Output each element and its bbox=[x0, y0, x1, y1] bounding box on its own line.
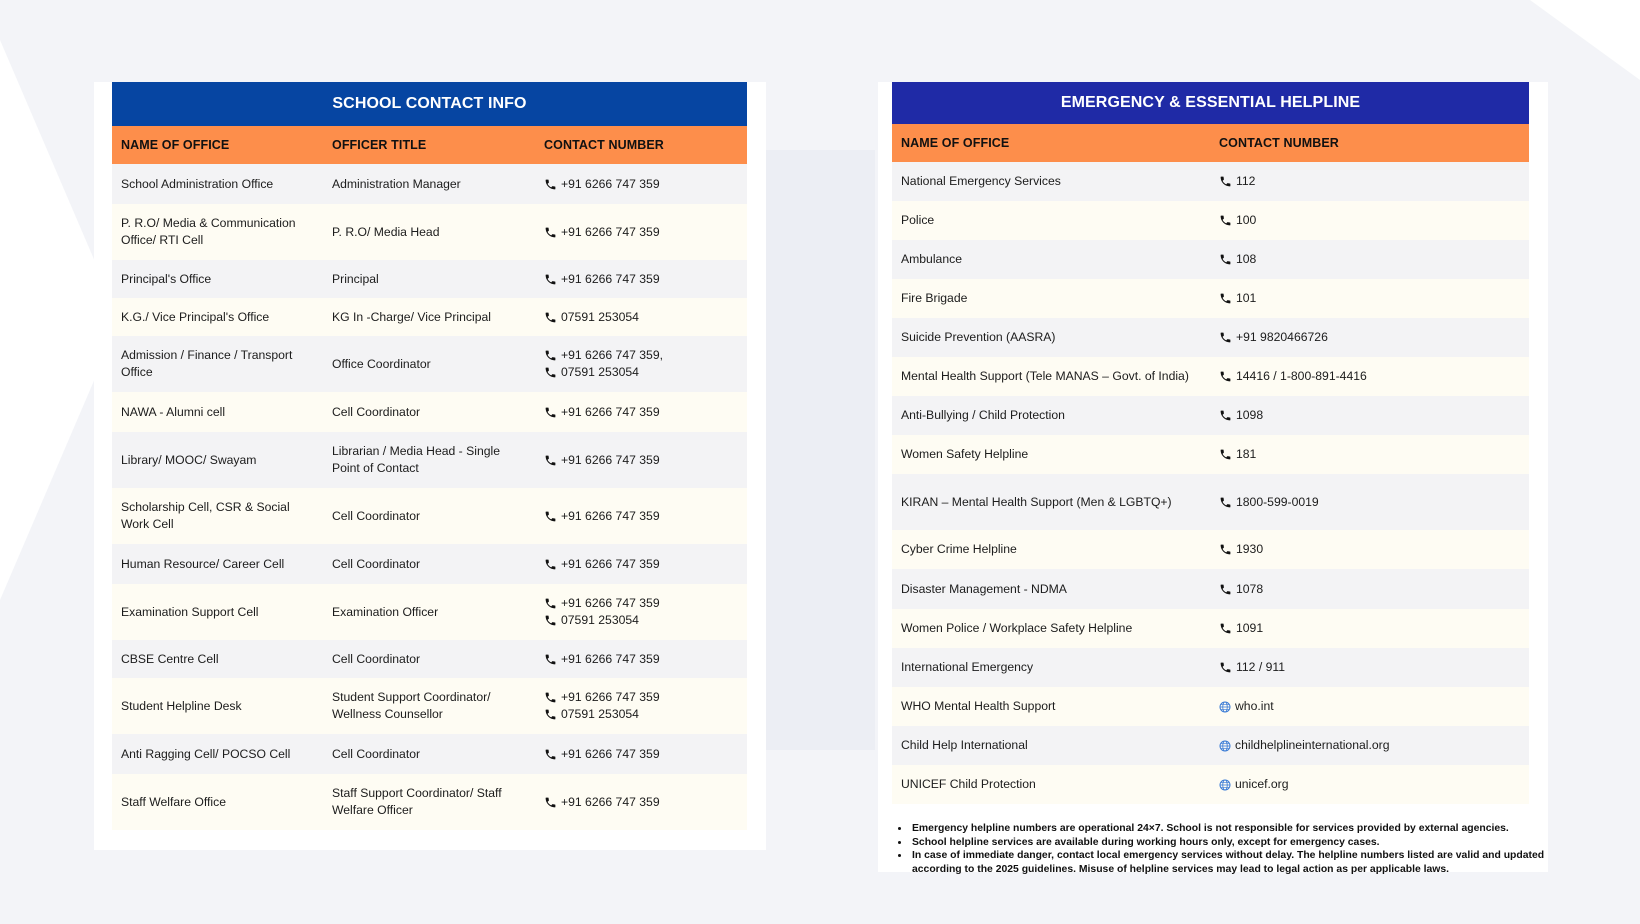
office-name: WHO Mental Health Support bbox=[892, 687, 1210, 726]
background-shape-right bbox=[1530, 0, 1640, 80]
phone-number[interactable] bbox=[544, 612, 738, 629]
phone-number[interactable] bbox=[544, 176, 738, 193]
phone-icon bbox=[544, 406, 557, 419]
contact-text: 1078 bbox=[1236, 581, 1264, 596]
phone-icon bbox=[544, 226, 557, 239]
contact-cell bbox=[1210, 474, 1529, 530]
contact-text: 101 bbox=[1236, 291, 1257, 305]
contact-text: 100 bbox=[1236, 213, 1257, 227]
phone-icon bbox=[1219, 496, 1232, 509]
phone-text: +91 6266 747 359 bbox=[561, 452, 660, 467]
phone-text: +91 6266 747 359 bbox=[561, 224, 660, 239]
officer-title: Administration Manager bbox=[323, 164, 535, 204]
phone-icon bbox=[1219, 292, 1232, 305]
phone-number[interactable] bbox=[1219, 368, 1520, 385]
table-row bbox=[892, 357, 1529, 396]
phone-number[interactable] bbox=[544, 794, 738, 811]
table-row bbox=[892, 240, 1529, 279]
table-row bbox=[112, 432, 747, 488]
note-item: • In case of immediate danger, contact local emergency services without delay. The helpline numbers listed are valid and updated according to the 2025 guidelines. Misuse of helpline services may lead to legal action as per applicable laws. bbox=[910, 849, 1570, 876]
phone-number[interactable] bbox=[1219, 173, 1520, 190]
phone-icon bbox=[1219, 622, 1232, 635]
note-item: • Emergency helpline numbers are operational 24×7. School is not responsible for services provided by external agencies. bbox=[910, 822, 1570, 836]
office-name: Library/ MOOC/ Swayam bbox=[112, 432, 323, 488]
contact-cell bbox=[1210, 396, 1529, 435]
table-row bbox=[112, 298, 747, 336]
phone-number[interactable] bbox=[544, 508, 738, 525]
contact-cell bbox=[535, 164, 747, 204]
office-name: P. R.O/ Media & Communication Office/ RTI Cell bbox=[112, 204, 323, 260]
phone-icon bbox=[544, 614, 557, 627]
phone-icon bbox=[544, 708, 557, 721]
phone-text: +91 6266 747 359 bbox=[561, 508, 660, 523]
column-header-office: NAME OF OFFICE bbox=[112, 126, 323, 164]
table-row bbox=[112, 392, 747, 432]
phone-icon bbox=[544, 366, 557, 379]
officer-title: Librarian / Media Head - Single Point of Contact bbox=[323, 432, 535, 488]
column-header-contact: CONTACT NUMBER bbox=[1210, 124, 1529, 162]
office-name: Examination Support Cell bbox=[112, 584, 323, 640]
contact-text: 1091 bbox=[1236, 621, 1264, 635]
table-row bbox=[112, 584, 747, 640]
phone-number[interactable] bbox=[1219, 251, 1520, 268]
office-name: Human Resource/ Career Cell bbox=[112, 544, 323, 584]
office-name: Suicide Prevention (AASRA) bbox=[892, 318, 1210, 357]
contact-cell bbox=[1210, 435, 1529, 474]
office-name: Cyber Crime Helpline bbox=[892, 530, 1210, 569]
phone-number[interactable] bbox=[1219, 329, 1520, 346]
phone-icon bbox=[544, 597, 557, 610]
phone-text: +91 6266 747 359 bbox=[561, 690, 660, 704]
phone-text: +91 6266 747 359, bbox=[561, 348, 663, 362]
phone-number[interactable] bbox=[1219, 407, 1520, 424]
table-row bbox=[892, 396, 1529, 435]
table-row bbox=[112, 164, 747, 204]
contact-cell bbox=[1210, 569, 1529, 609]
contact-cell bbox=[1210, 609, 1529, 648]
office-name: Principal's Office bbox=[112, 260, 323, 298]
phone-number[interactable] bbox=[544, 309, 738, 326]
phone-icon bbox=[1219, 175, 1232, 188]
phone-text: +91 6266 747 359 bbox=[561, 556, 660, 571]
table-row bbox=[892, 162, 1529, 201]
contact-text: 112 / 911 bbox=[1236, 660, 1286, 674]
phone-number[interactable] bbox=[1219, 541, 1520, 558]
contact-text: 108 bbox=[1236, 252, 1257, 266]
contact-cell bbox=[535, 584, 747, 640]
contact-cell bbox=[1210, 318, 1529, 357]
table-row bbox=[112, 544, 747, 584]
website-link[interactable] bbox=[1219, 776, 1520, 793]
table-row bbox=[892, 726, 1529, 765]
table-row bbox=[892, 318, 1529, 357]
officer-title: Student Support Coordinator/ Wellness Counsellor bbox=[323, 678, 535, 734]
phone-text: 07591 253054 bbox=[561, 707, 639, 721]
phone-number[interactable] bbox=[1219, 659, 1520, 676]
phone-text: +91 6266 747 359 bbox=[561, 404, 660, 419]
globe-icon bbox=[1219, 779, 1231, 791]
contact-text: childhelplineinternational.org bbox=[1235, 738, 1390, 752]
office-name: Women Police / Workplace Safety Helpline bbox=[892, 609, 1210, 648]
office-name: Child Help International bbox=[892, 726, 1210, 765]
globe-icon bbox=[1219, 740, 1231, 752]
phone-text: +91 6266 747 359 bbox=[561, 746, 660, 761]
emergency-helpline-title: EMERGENCY & ESSENTIAL HELPLINE bbox=[892, 82, 1529, 124]
office-name: International Emergency bbox=[892, 648, 1210, 687]
contact-cell bbox=[535, 734, 747, 774]
contact-cell bbox=[1210, 162, 1529, 201]
emergency-helpline-table bbox=[892, 82, 1529, 804]
phone-number[interactable] bbox=[544, 556, 738, 573]
phone-number[interactable] bbox=[544, 364, 738, 381]
office-name: Scholarship Cell, CSR & Social Work Cell bbox=[112, 488, 323, 544]
contact-cell bbox=[535, 774, 747, 830]
emergency-helpline-card bbox=[878, 82, 1548, 872]
table-row bbox=[112, 774, 747, 830]
phone-icon bbox=[544, 691, 557, 704]
phone-icon bbox=[544, 748, 557, 761]
note-item: • School helpline services are available during working hours only, except for emergency cases. bbox=[910, 836, 1570, 850]
globe-icon bbox=[1219, 701, 1231, 713]
column-header-contact: CONTACT NUMBER bbox=[535, 126, 747, 164]
table-row bbox=[892, 435, 1529, 474]
office-name: Disaster Management - NDMA bbox=[892, 569, 1210, 609]
phone-number[interactable] bbox=[1219, 620, 1520, 637]
office-name: KIRAN – Mental Health Support (Men & LGBTQ+) bbox=[892, 474, 1210, 530]
office-name: UNICEF Child Protection bbox=[892, 765, 1210, 804]
phone-number[interactable] bbox=[1219, 494, 1520, 511]
phone-text: +91 6266 747 359 bbox=[561, 651, 660, 666]
office-name: Police bbox=[892, 201, 1210, 240]
phone-text: 07591 253054 bbox=[561, 613, 639, 627]
phone-icon bbox=[1219, 253, 1232, 266]
contact-cell bbox=[535, 678, 747, 734]
officer-title: Cell Coordinator bbox=[323, 734, 535, 774]
phone-text: +91 6266 747 359 bbox=[561, 176, 660, 191]
school-contact-table bbox=[112, 82, 747, 830]
website-link[interactable] bbox=[1219, 737, 1520, 754]
phone-icon bbox=[1219, 370, 1232, 383]
phone-icon bbox=[1219, 409, 1232, 422]
phone-number[interactable] bbox=[544, 746, 738, 763]
contact-cell bbox=[1210, 765, 1529, 804]
contact-text: +91 9820466726 bbox=[1236, 330, 1328, 344]
officer-title: Examination Officer bbox=[323, 584, 535, 640]
phone-number[interactable] bbox=[544, 271, 738, 288]
phone-icon bbox=[544, 510, 557, 523]
website-link[interactable] bbox=[1219, 698, 1520, 715]
phone-icon bbox=[1219, 543, 1232, 556]
office-name: School Administration Office bbox=[112, 164, 323, 204]
contact-cell bbox=[535, 392, 747, 432]
office-name: Admission / Finance / Transport Office bbox=[112, 336, 323, 392]
office-name: National Emergency Services bbox=[892, 162, 1210, 201]
contact-cell bbox=[535, 544, 747, 584]
contact-text: 1930 bbox=[1236, 542, 1264, 556]
contact-cell bbox=[535, 488, 747, 544]
contact-cell bbox=[1210, 726, 1529, 765]
officer-title: Cell Coordinator bbox=[323, 544, 535, 584]
phone-icon bbox=[1219, 448, 1232, 461]
disclaimer-notes bbox=[896, 822, 1570, 876]
contact-cell bbox=[535, 204, 747, 260]
phone-icon bbox=[544, 311, 557, 324]
office-name: Anti Ragging Cell/ POCSO Cell bbox=[112, 734, 323, 774]
contact-cell bbox=[1210, 279, 1529, 318]
contact-cell bbox=[535, 640, 747, 678]
office-name: Student Helpline Desk bbox=[112, 678, 323, 734]
contact-text: 181 bbox=[1236, 447, 1257, 461]
phone-number[interactable] bbox=[1219, 446, 1520, 463]
phone-icon bbox=[544, 796, 557, 809]
contact-cell bbox=[535, 298, 747, 336]
office-name: Staff Welfare Office bbox=[112, 774, 323, 830]
phone-number[interactable] bbox=[544, 706, 738, 723]
phone-number[interactable] bbox=[544, 224, 738, 241]
phone-icon bbox=[544, 454, 557, 467]
table-row bbox=[892, 609, 1529, 648]
office-name: CBSE Centre Cell bbox=[112, 640, 323, 678]
office-name: K.G./ Vice Principal's Office bbox=[112, 298, 323, 336]
contact-text: 14416 / 1-800-891-4416 bbox=[1236, 369, 1367, 383]
phone-icon bbox=[544, 653, 557, 666]
column-header-officer-title: OFFICER TITLE bbox=[323, 126, 535, 164]
phone-number[interactable] bbox=[1219, 290, 1520, 307]
table-row bbox=[112, 488, 747, 544]
table-row bbox=[112, 734, 747, 774]
office-name: Women Safety Helpline bbox=[892, 435, 1210, 474]
office-name: Fire Brigade bbox=[892, 279, 1210, 318]
contact-text: 1098 bbox=[1236, 408, 1264, 422]
phone-icon bbox=[1219, 661, 1232, 674]
table-row bbox=[892, 648, 1529, 687]
phone-text: 07591 253054 bbox=[561, 365, 639, 379]
officer-title: Office Coordinator bbox=[323, 336, 535, 392]
table-row bbox=[112, 336, 747, 392]
contact-text: 1800-599-0019 bbox=[1236, 494, 1319, 509]
contact-cell bbox=[1210, 648, 1529, 687]
contact-cell bbox=[535, 336, 747, 392]
office-name: Mental Health Support (Tele MANAS – Govt. of India) bbox=[892, 357, 1210, 396]
phone-icon bbox=[544, 349, 557, 362]
table-row bbox=[892, 765, 1529, 804]
contact-text: who.int bbox=[1235, 699, 1274, 713]
contact-cell bbox=[535, 260, 747, 298]
officer-title: P. R.O/ Media Head bbox=[323, 204, 535, 260]
phone-number[interactable] bbox=[1219, 581, 1520, 598]
phone-icon bbox=[544, 558, 557, 571]
contact-cell bbox=[1210, 240, 1529, 279]
officer-title: KG In -Charge/ Vice Principal bbox=[323, 298, 535, 336]
contact-cell bbox=[1210, 357, 1529, 396]
phone-number[interactable] bbox=[1219, 212, 1520, 229]
table-row bbox=[892, 201, 1529, 240]
phone-text: +91 6266 747 359 bbox=[561, 794, 660, 809]
contact-cell bbox=[1210, 201, 1529, 240]
phone-text: +91 6266 747 359 bbox=[561, 596, 660, 610]
officer-title: Cell Coordinator bbox=[323, 640, 535, 678]
table-row bbox=[112, 678, 747, 734]
phone-text: 07591 253054 bbox=[561, 309, 639, 324]
officer-title: Cell Coordinator bbox=[323, 392, 535, 432]
phone-number[interactable] bbox=[544, 651, 738, 668]
phone-icon bbox=[1219, 331, 1232, 344]
contact-text: unicef.org bbox=[1235, 777, 1289, 791]
table-row bbox=[892, 474, 1529, 530]
phone-number[interactable] bbox=[544, 595, 738, 612]
background-center-panel bbox=[765, 150, 875, 750]
phone-icon bbox=[1219, 583, 1232, 596]
phone-icon bbox=[544, 178, 557, 191]
contact-cell bbox=[1210, 530, 1529, 569]
table-row bbox=[892, 569, 1529, 609]
phone-icon bbox=[544, 273, 557, 286]
office-name: Anti-Bullying / Child Protection bbox=[892, 396, 1210, 435]
officer-title: Principal bbox=[323, 260, 535, 298]
table-row bbox=[892, 530, 1529, 569]
office-name: Ambulance bbox=[892, 240, 1210, 279]
table-row bbox=[112, 204, 747, 260]
table-row bbox=[112, 640, 747, 678]
phone-icon bbox=[1219, 214, 1232, 227]
contact-cell bbox=[1210, 687, 1529, 726]
table-row bbox=[892, 279, 1529, 318]
phone-number[interactable] bbox=[544, 347, 738, 364]
phone-text: +91 6266 747 359 bbox=[561, 271, 660, 286]
officer-title: Cell Coordinator bbox=[323, 488, 535, 544]
table-row bbox=[112, 260, 747, 298]
contact-cell bbox=[535, 432, 747, 488]
table-row bbox=[892, 687, 1529, 726]
office-name: NAWA - Alumni cell bbox=[112, 392, 323, 432]
contact-text: 112 bbox=[1236, 174, 1256, 188]
phone-number[interactable] bbox=[544, 404, 738, 421]
phone-number[interactable] bbox=[544, 452, 738, 469]
officer-title: Staff Support Coordinator/ Staff Welfare Officer bbox=[323, 774, 535, 830]
phone-number[interactable] bbox=[544, 689, 738, 706]
school-contact-card bbox=[94, 82, 766, 850]
school-contact-title: SCHOOL CONTACT INFO bbox=[112, 82, 747, 126]
column-header-office: NAME OF OFFICE bbox=[892, 124, 1210, 162]
